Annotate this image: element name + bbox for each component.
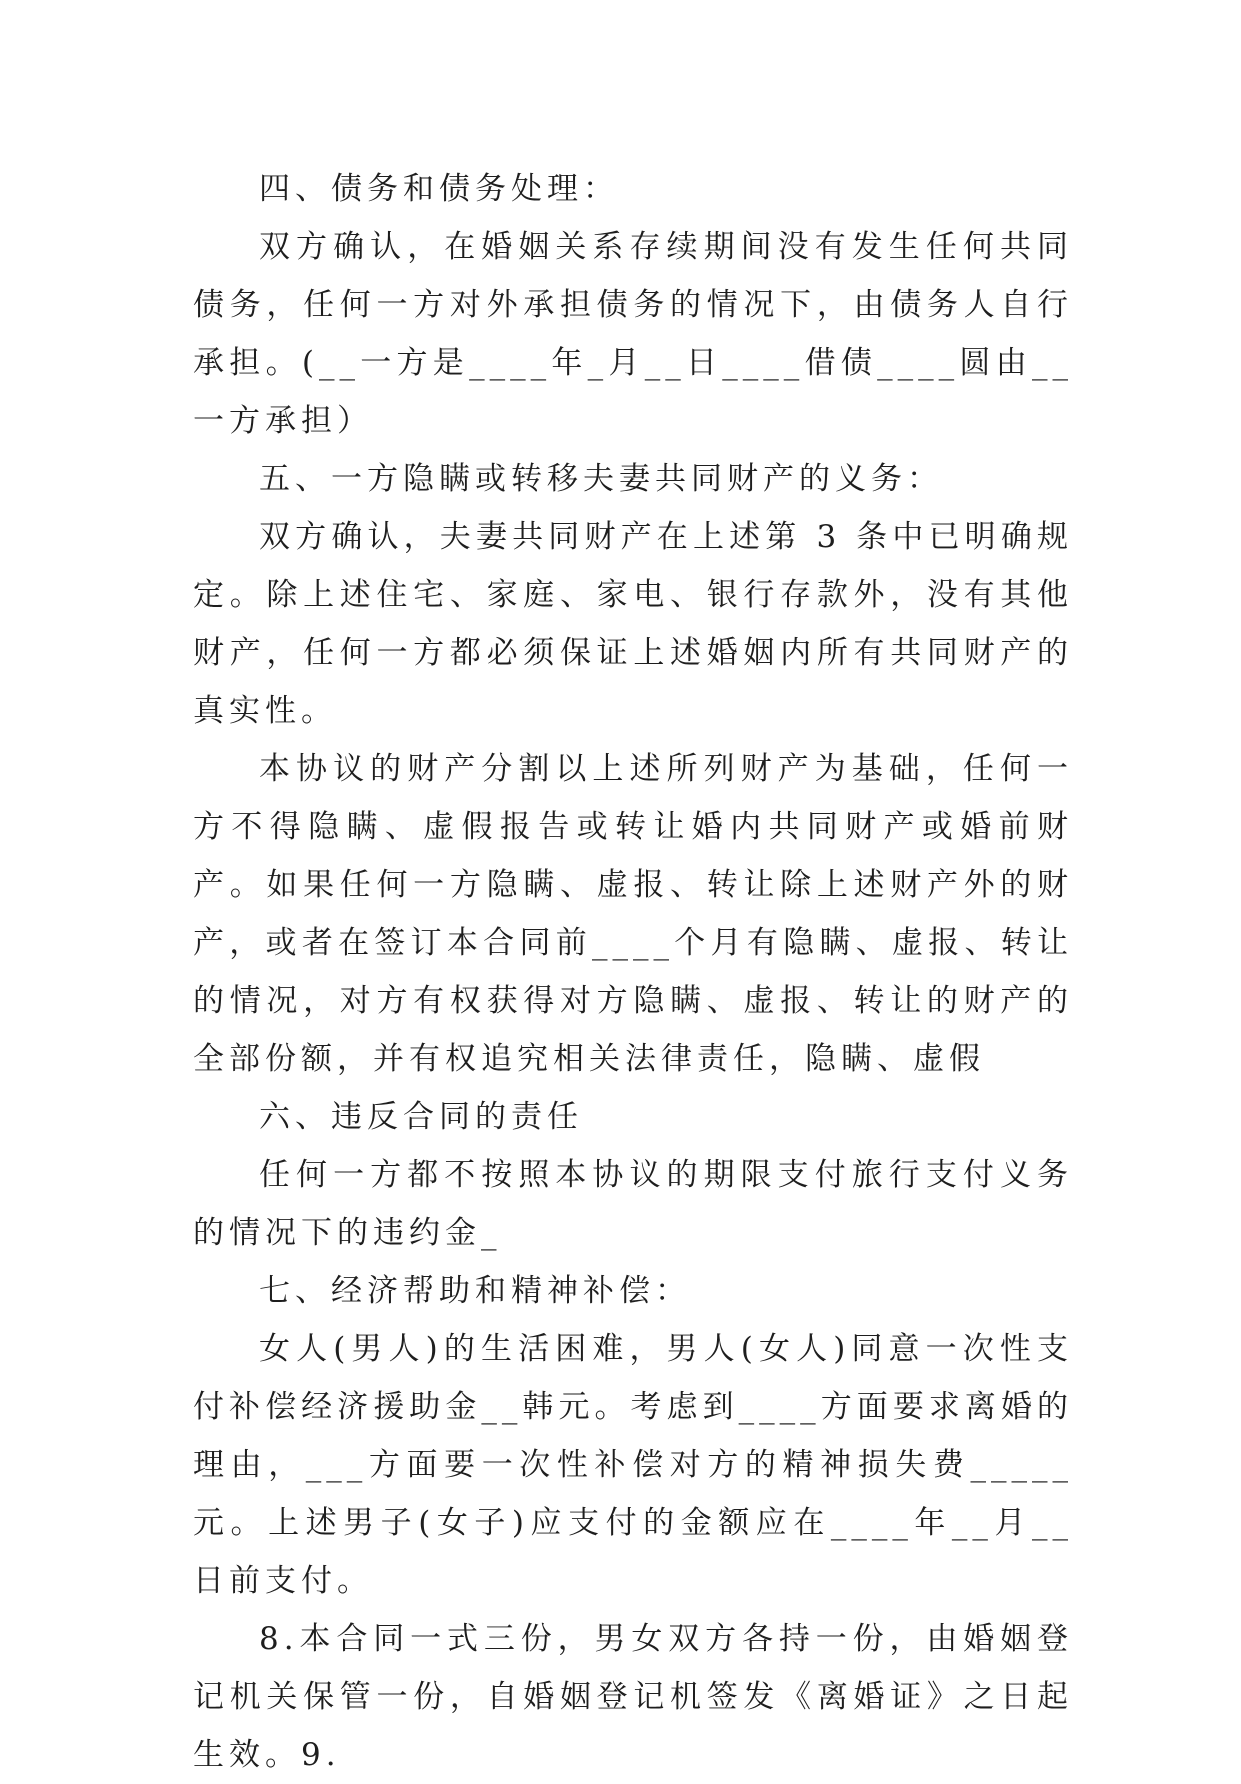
paragraph-property-confirmation: 双方确认，夫妻共同财产在上述第 3 条中已明确规定。除上述住宅、家庭、家电、银行存款外，没有其他财产，任何一方都必须保证上述婚姻内所有共同财产的真实性。	[193, 519, 1073, 729]
document-body	[193, 160, 1073, 1784]
paragraph-breach: 任何一方都不按照本协议的期限支付旅行支付义务的情况下的违约金_	[193, 1157, 1073, 1251]
section-heading-concealment: 五、一方隐瞒或转移夫妻共同财产的义务：	[259, 461, 943, 497]
section-heading-breach: 六、违反合同的责任	[259, 1099, 583, 1135]
section-heading-compensation: 七、经济帮助和精神补偿：	[259, 1273, 691, 1309]
section-heading-debts: 四、债务和债务处理：	[259, 171, 619, 207]
paragraph-compensation: 女人(男人)的生活困难，男人(女人)同意一次性支付补偿经济援助金__韩元。考虑到____方面要求离婚的理由，___方面要一次性补偿对方的精神损失费_____元。上述男子(女子)应支付的金额应在____年__月__日前支付。	[193, 1331, 1073, 1599]
paragraph-copies-effective: 8.本合同一式三份，男女双方各持一份，由婚姻登记机关保管一份，自婚姻登记机签发《离婚证》之日起生效。9.	[193, 1621, 1073, 1773]
paragraph-debts: 双方确认，在婚姻关系存续期间没有发生任何共同债务，任何一方对外承担债务的情况下，由债务人自行承担。(__一方是____年_月__日____借债____圆由__一方承担）	[193, 229, 1073, 439]
paragraph-property-division: 本协议的财产分割以上述所列财产为基础，任何一方不得隐瞒、虚假报告或转让婚内共同财产或婚前财产。如果任何一方隐瞒、虚报、转让除上述财产外的财产，或者在签订本合同前____个月有隐瞒、虚报、转让的情况，对方有权获得对方隐瞒、虚报、转让的财产的全部份额，并有权追究相关法律责任，隐瞒、虚假	[193, 751, 1073, 1077]
